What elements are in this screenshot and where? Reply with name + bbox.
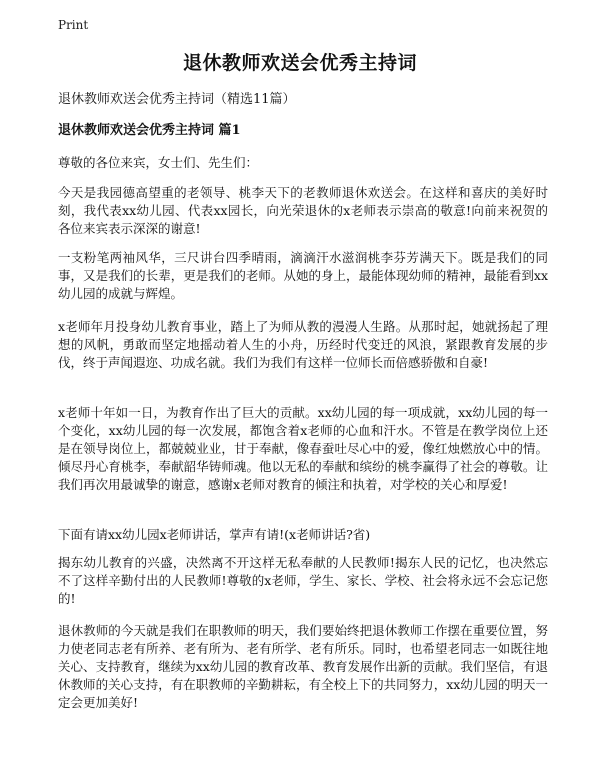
print-label: Print [58, 18, 89, 32]
paragraph-remembrance: 揭东幼儿教育的兴盛，决然离不开这样无私奉献的人民教师!揭东人民的记忆，也决然忘不了这样辛勤付出的人民教师!尊敬的x老师，学生、家长、学校、社会将永远不会忘记您的! [58, 555, 548, 606]
section-heading: 退休教师欢送会优秀主持词 篇1 [58, 123, 241, 138]
paragraph-closing: 退休教师的今天就是我们在职教师的明天，我们要始终把退休教师工作摆在重要位置，努力使老同志老有所养、老有所为、老有所学、老有所乐。同时，也希望老同志一如既往地关心、支持教育，继续为xx幼儿园的教育改革、教育发展作出新的贡献。我们坚信，有退休教师的关心支持，有在职教师的辛勤耕耘，有全校上下的共同努力，xx幼儿园的明天一定会更加美好! [58, 623, 548, 710]
paragraph-career: x老师年月投身幼儿教育事业，踏上了为师从教的漫漫人生路。从那时起，她就扬起了理想的风帆，勇敢而坚定地摇动着人生的小舟，历经时代变迁的风浪，紧跟教育发展的步伐，终于声闻遐迩、功成名就。我们为我们有这样一位师长而倍感骄傲和自豪! [58, 319, 548, 370]
paragraph-praise: 一支粉笔两袖风华，三尺讲台四季晴雨，滴滴汗水滋润桃李芬芳满天下。既是我们的同事，又是我们的长辈，更是我们的老师。从她的身上，最能体现幼师的精神，最能看到xx幼儿园的成就与辉煌。 [58, 250, 548, 301]
page-title: 退休教师欢送会优秀主持词 [182, 52, 417, 74]
paragraph-contribution: x老师十年如一日，为教育作出了巨大的贡献。xx幼儿园的每一项成就，xx幼儿园的每一个变化，xx幼儿园的每一次发展，都饱含着x老师的心血和汗水。不管是在教学岗位上还是在领导岗位上，都兢兢业业，甘于奉献，像春蚕吐尽心中的爱，像红烛燃放心中的情。倾尽丹心育桃李，奉献韶华铸师魂。他以无私的奉献和缤纷的桃李赢得了社会的尊敬。让我们再次用最诚挚的谢意，感谢x老师对教育的倾注和执着，对学校的关心和厚爱! [58, 405, 548, 492]
paragraph-greeting: 尊敬的各位来宾，女士们、先生们： [58, 155, 259, 170]
paragraph-invite-speech: 下面有请xx幼儿园x老师讲话，掌声有请!(x老师讲话?省) [58, 527, 371, 542]
paragraph-opening: 今天是我园德高望重的老领导、桃李天下的老教师退休欢送会。在这样和喜庆的美好时刻，我代表xx幼儿园、代表xx园长，向光荣退休的x老师表示崇高的敬意!向前来祝贺的各位来宾表示深深的谢意! [58, 185, 548, 236]
document-subtitle: 退休教师欢送会优秀主持词（精选11篇） [58, 92, 296, 107]
